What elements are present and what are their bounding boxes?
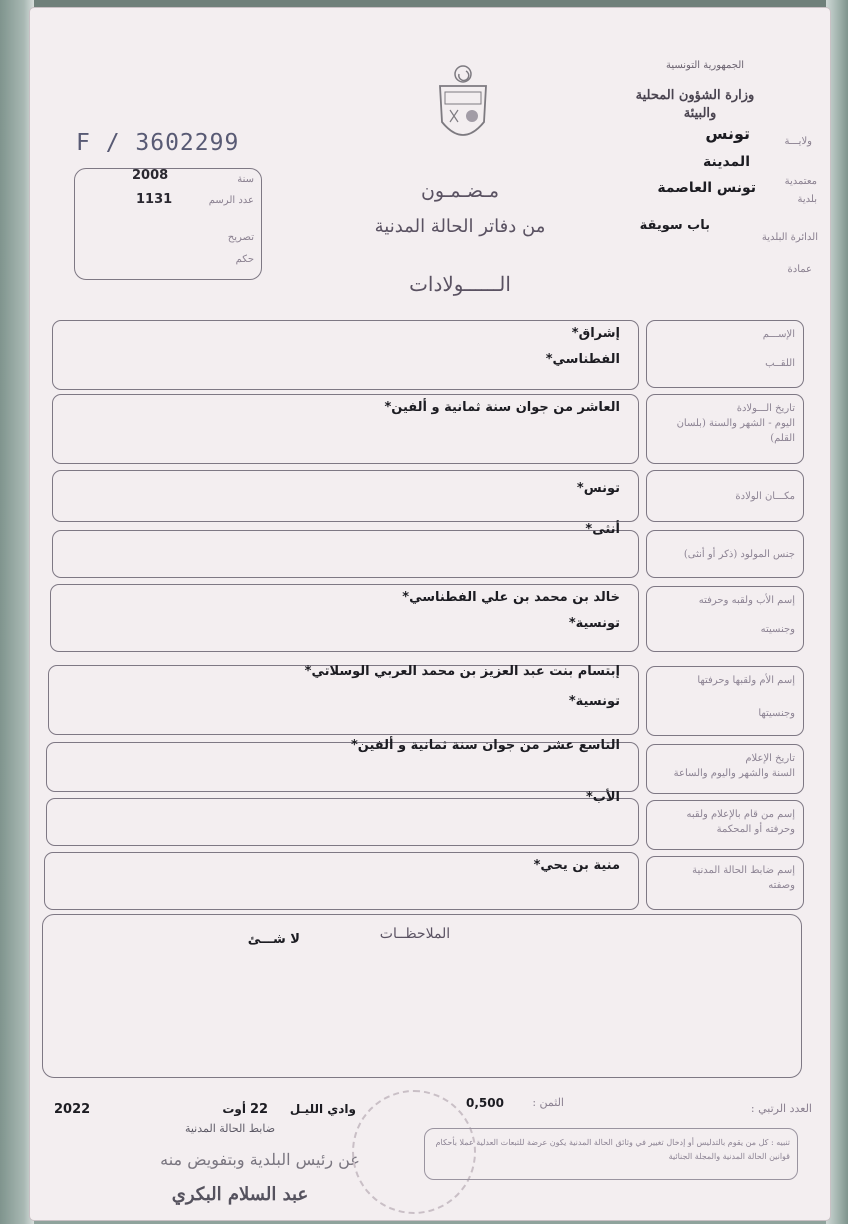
last-name-value: الفطناسي* xyxy=(545,352,620,367)
field-label-box xyxy=(646,394,804,464)
field-label-box xyxy=(646,530,804,578)
ministry-line1: وزارة الشؤون المحلية xyxy=(635,88,755,103)
sex-value: أنثى* xyxy=(585,522,620,537)
republic-label: الجمهورية التونسية xyxy=(665,60,745,71)
signatory-name: عبد السلام البكري xyxy=(171,1184,309,1205)
field-label: إسم من قام بالإعلام ولقبه xyxy=(686,809,795,820)
number-value: 1131 xyxy=(136,192,173,207)
number-label: عدد الرسم xyxy=(208,195,254,206)
field-label-secondary: وجنسيته xyxy=(760,624,795,635)
field-label: إسم ضابط الحالة المدنية xyxy=(692,865,795,876)
field-label: جنس المولود (ذكر أو أنثى) xyxy=(683,549,795,560)
field-value-box xyxy=(46,798,639,846)
declaration-date-value: التاسع عشر من جوان سنة ثمانية و ألفين* xyxy=(351,738,620,753)
district-value: باب سويقة xyxy=(639,218,710,233)
remarks-label: الملاحظــات xyxy=(379,926,451,942)
field-label: تاريخ الإعلام xyxy=(745,753,795,764)
mother-nationality-value: تونسية* xyxy=(568,694,620,709)
wilaya-label: ولايـــة xyxy=(784,136,812,147)
delegation-label: معتمدية xyxy=(784,176,817,187)
field-label-box xyxy=(646,470,804,522)
field-label-box xyxy=(646,586,804,652)
field-label: مكـــان الولادة xyxy=(735,491,795,502)
field-label-box xyxy=(646,666,804,736)
field-label-box xyxy=(646,856,804,910)
judgment-label: حكم xyxy=(235,254,254,265)
field-label-box xyxy=(646,744,804,794)
year-label: سنة xyxy=(237,174,254,185)
field-label: إسم الأم ولقبها وحرفتها xyxy=(697,675,795,686)
father-nationality-value: تونسية* xyxy=(568,616,620,631)
serial-order-label: العدد الرتبي : xyxy=(750,1102,812,1115)
field-label-secondary: اليوم - الشهر والسنة (بلسان القلم) xyxy=(676,418,795,444)
municipality-label: بلدية xyxy=(797,194,817,205)
field-label: إسم الأب ولقبه وحرفته xyxy=(698,595,795,606)
field-label-secondary: اللقــب xyxy=(765,358,795,369)
field-label-secondary: وجنسيتها xyxy=(758,708,795,719)
price-label: الثمن : xyxy=(532,1096,564,1109)
field-label-secondary: وحرفته أو المحكمة xyxy=(716,824,795,835)
wilaya-value: تونس xyxy=(705,124,750,143)
tunisia-coat-of-arms-icon xyxy=(432,62,494,154)
officer-value: منية بن يحي* xyxy=(533,858,620,873)
field-label-box xyxy=(646,800,804,850)
birth-place-value: تونس* xyxy=(576,481,620,496)
issue-year: 2022 xyxy=(54,1102,91,1117)
officer-title: ضابط الحالة المدنية xyxy=(184,1122,276,1135)
issue-place: وادي الليـل xyxy=(289,1102,356,1116)
issue-day: 22 xyxy=(250,1102,269,1117)
field-label-secondary: وصفته xyxy=(768,880,795,891)
municipality-value: تونس العاصمة xyxy=(657,180,756,196)
field-label: تاريخ الـــولادة xyxy=(736,403,795,414)
remarks-value: لا شـــئ xyxy=(247,932,300,947)
declarant-value: الأب* xyxy=(586,790,620,805)
scan-border-left xyxy=(0,0,34,1224)
price-value: 0,500 xyxy=(466,1096,504,1110)
ministry-line2: والبيئة xyxy=(683,106,717,121)
warning-text: تنبيه : كل من يقوم بالتدليس أو إدخال تغيير في وثائق الحالة المدنية يكون عرضة للتبعات العدلية عملا بأحكام قوانين الحالة المدنية والمجلة الجنائية xyxy=(435,1138,790,1161)
serial-number: F / 3602299 xyxy=(76,130,240,156)
birth-date-value: العاشر من جوان سنة ثمانية و ألفين* xyxy=(384,400,620,415)
field-label-box xyxy=(646,320,804,388)
delegation-value: المدينة xyxy=(703,154,750,170)
mother-value: إبتسام بنت عبد العزيز بن محمد العربي الوسلاتي* xyxy=(304,664,620,679)
document-title: مـضـمـون xyxy=(420,180,500,202)
year-value: 2008 xyxy=(132,168,169,183)
field-value-box xyxy=(52,470,639,522)
declaration-label: تصريح xyxy=(227,232,254,243)
field-value-box xyxy=(52,530,639,578)
document-subtitle: من دفاتر الحالة المدنية xyxy=(374,216,546,237)
births-heading: الــــــولادات xyxy=(409,272,511,296)
issue-month: أوت xyxy=(222,1102,246,1116)
field-label: الإســـم xyxy=(762,329,795,340)
father-value: خالد بن محمد بن علي الفطناسي* xyxy=(402,590,620,605)
district-label: الدائرة البلدية xyxy=(761,232,818,243)
omda-label: عمادة xyxy=(787,264,812,275)
delegation-line: عن رئيس البلدية وبتفويض منه xyxy=(160,1150,360,1169)
first-name-value: إشراق* xyxy=(571,326,620,341)
field-label-secondary: السنة والشهر واليوم والساعة xyxy=(673,768,795,779)
